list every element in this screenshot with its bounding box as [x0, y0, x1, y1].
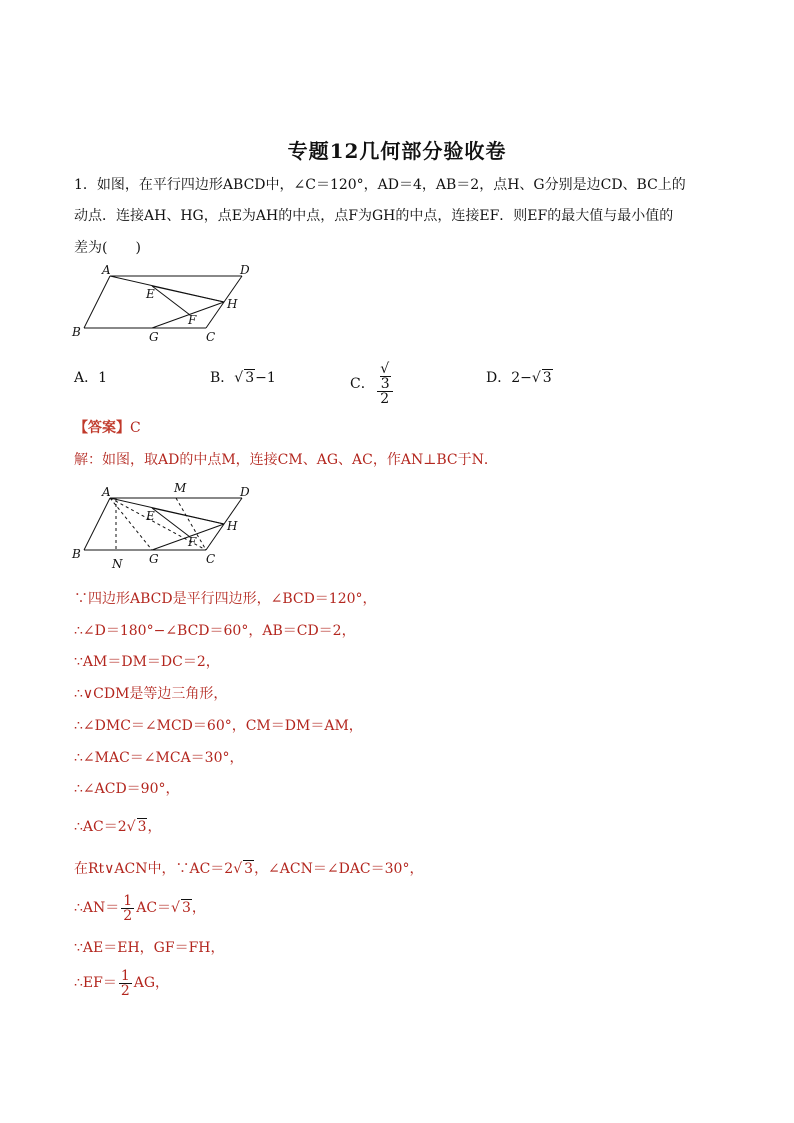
- question-line-1: 1．如图，在平行四边形ABCD中，∠C＝120°，AD＝4，AB＝2，点H、G分别是边CD、BC上的: [74, 177, 686, 193]
- step-10-fraction: [121, 894, 134, 923]
- question-line-3: 差为( ): [74, 240, 141, 256]
- option-a-value: 1: [98, 370, 108, 386]
- fig2-label-n: N: [112, 557, 123, 571]
- fig1-label-h: H: [227, 297, 238, 311]
- solution-step-4: ∴∨CDM是等边三角形，: [74, 686, 228, 702]
- step-10-head: ∴AN＝: [74, 900, 120, 916]
- option-b-prefix: B．: [210, 370, 235, 386]
- fig1-label-b: B: [72, 325, 81, 339]
- fig2-label-d: D: [240, 485, 250, 499]
- solution-step-11: ∵AE＝EH，GF＝FH，: [74, 940, 225, 956]
- page-title: 专题12几何部分验收卷: [287, 139, 507, 163]
- fig1-label-a: A: [102, 263, 111, 277]
- step-12-denominator: 2: [120, 982, 130, 999]
- option-b-tail: −1: [255, 370, 276, 386]
- step-9-tail: ，∠ACN＝∠DAC＝30°，: [254, 861, 424, 877]
- step-10-denominator: 2: [123, 907, 133, 924]
- solution-step-1: ∵四边形ABCD是平行四边形，∠BCD＝120°，: [74, 591, 377, 607]
- fig1-label-e: E: [146, 287, 155, 301]
- option-a-prefix: A．: [74, 370, 99, 386]
- option-d-sqrt: 3: [542, 370, 552, 386]
- fig1-label-f: F: [188, 313, 197, 327]
- step-10-sqrt: 3: [181, 900, 191, 916]
- fig2-label-b: B: [72, 547, 81, 561]
- fig1-label-g: G: [149, 330, 159, 344]
- fig1-label-c: C: [206, 330, 216, 344]
- fig2-label-g: G: [149, 552, 159, 566]
- solution-step-12: [74, 968, 169, 998]
- answer-tag: 【答案】: [74, 420, 130, 436]
- option-c-prefix: C．: [350, 376, 375, 392]
- step-12-head: ∴EF＝: [74, 975, 117, 991]
- option-c-fraction: √ 3 2: [377, 362, 393, 406]
- step-8-head: ∴AC＝2: [74, 819, 127, 835]
- fig2-label-c: C: [206, 552, 216, 566]
- step-9-sqrt: 3: [244, 861, 254, 877]
- answer-value: C: [130, 420, 141, 436]
- solution-step-2: ∴∠D＝180°−∠BCD＝60°，AB＝CD＝2，: [74, 623, 356, 639]
- fig2-label-a: A: [102, 485, 111, 499]
- question-line-2: 动点．连接AH、HG，点E为AH的中点，点F为GH的中点，连接EF．则EF的最大值与最小值的: [74, 208, 674, 224]
- solution-step-3: ∵AM＝DM＝DC＝2，: [74, 654, 220, 670]
- fig2-label-f: F: [188, 535, 197, 549]
- figure-parallelogram: [66, 262, 266, 348]
- step-12-numerator: 1: [120, 967, 130, 984]
- step-10-mid: AC＝: [136, 900, 172, 916]
- fig1-label-d: D: [240, 263, 250, 277]
- solution-step-5: ∴∠DMC＝∠MCD＝60°，CM＝DM＝AM，: [74, 718, 363, 734]
- option-d-head: 2−: [511, 370, 532, 386]
- answer-line: [74, 418, 141, 438]
- step-8-tail: ，: [147, 819, 162, 835]
- option-d-prefix: D．: [486, 370, 512, 386]
- fig2-label-e: E: [146, 509, 155, 523]
- option-a: [74, 368, 107, 388]
- option-c: [350, 362, 395, 406]
- solution-step-8: ∴AC＝2√ 3，: [74, 819, 162, 835]
- solution-step-6: ∴∠MAC＝∠MCA＝30°，: [74, 750, 244, 766]
- step-12-tail: AG，: [133, 975, 170, 991]
- fig2-label-m: M: [174, 481, 187, 495]
- step-8-sqrt: 3: [137, 819, 147, 835]
- fig2-label-h: H: [227, 519, 238, 533]
- option-c-denominator: 2: [380, 391, 390, 407]
- step-9-head: 在Rt∨ACN中，∵AC＝2: [74, 861, 234, 877]
- option-b-sqrt: 3: [245, 370, 255, 386]
- option-d: D．2−√ 3: [486, 370, 552, 386]
- solution-step-9: 在Rt∨ACN中，∵AC＝2√ 3，∠ACN＝∠DAC＝30°，: [74, 861, 424, 877]
- solution-intro: 解：如图，取AD的中点M，连接CM、AG、AC，作AN⊥BC于N．: [74, 452, 498, 468]
- step-10-numerator: 1: [123, 892, 133, 909]
- option-b: B．√ 3−1: [210, 370, 276, 386]
- solution-step-7: ∴∠ACD＝90°，: [74, 781, 180, 797]
- step-12-fraction: [119, 969, 132, 998]
- step-10-tail: ，: [191, 900, 206, 916]
- solution-step-10: ∴AN＝ $\frac{1}{2}$ AC＝√ 3，: [74, 892, 206, 924]
- option-c-numerator: 3: [380, 376, 390, 392]
- figure-solution: [66, 480, 266, 572]
